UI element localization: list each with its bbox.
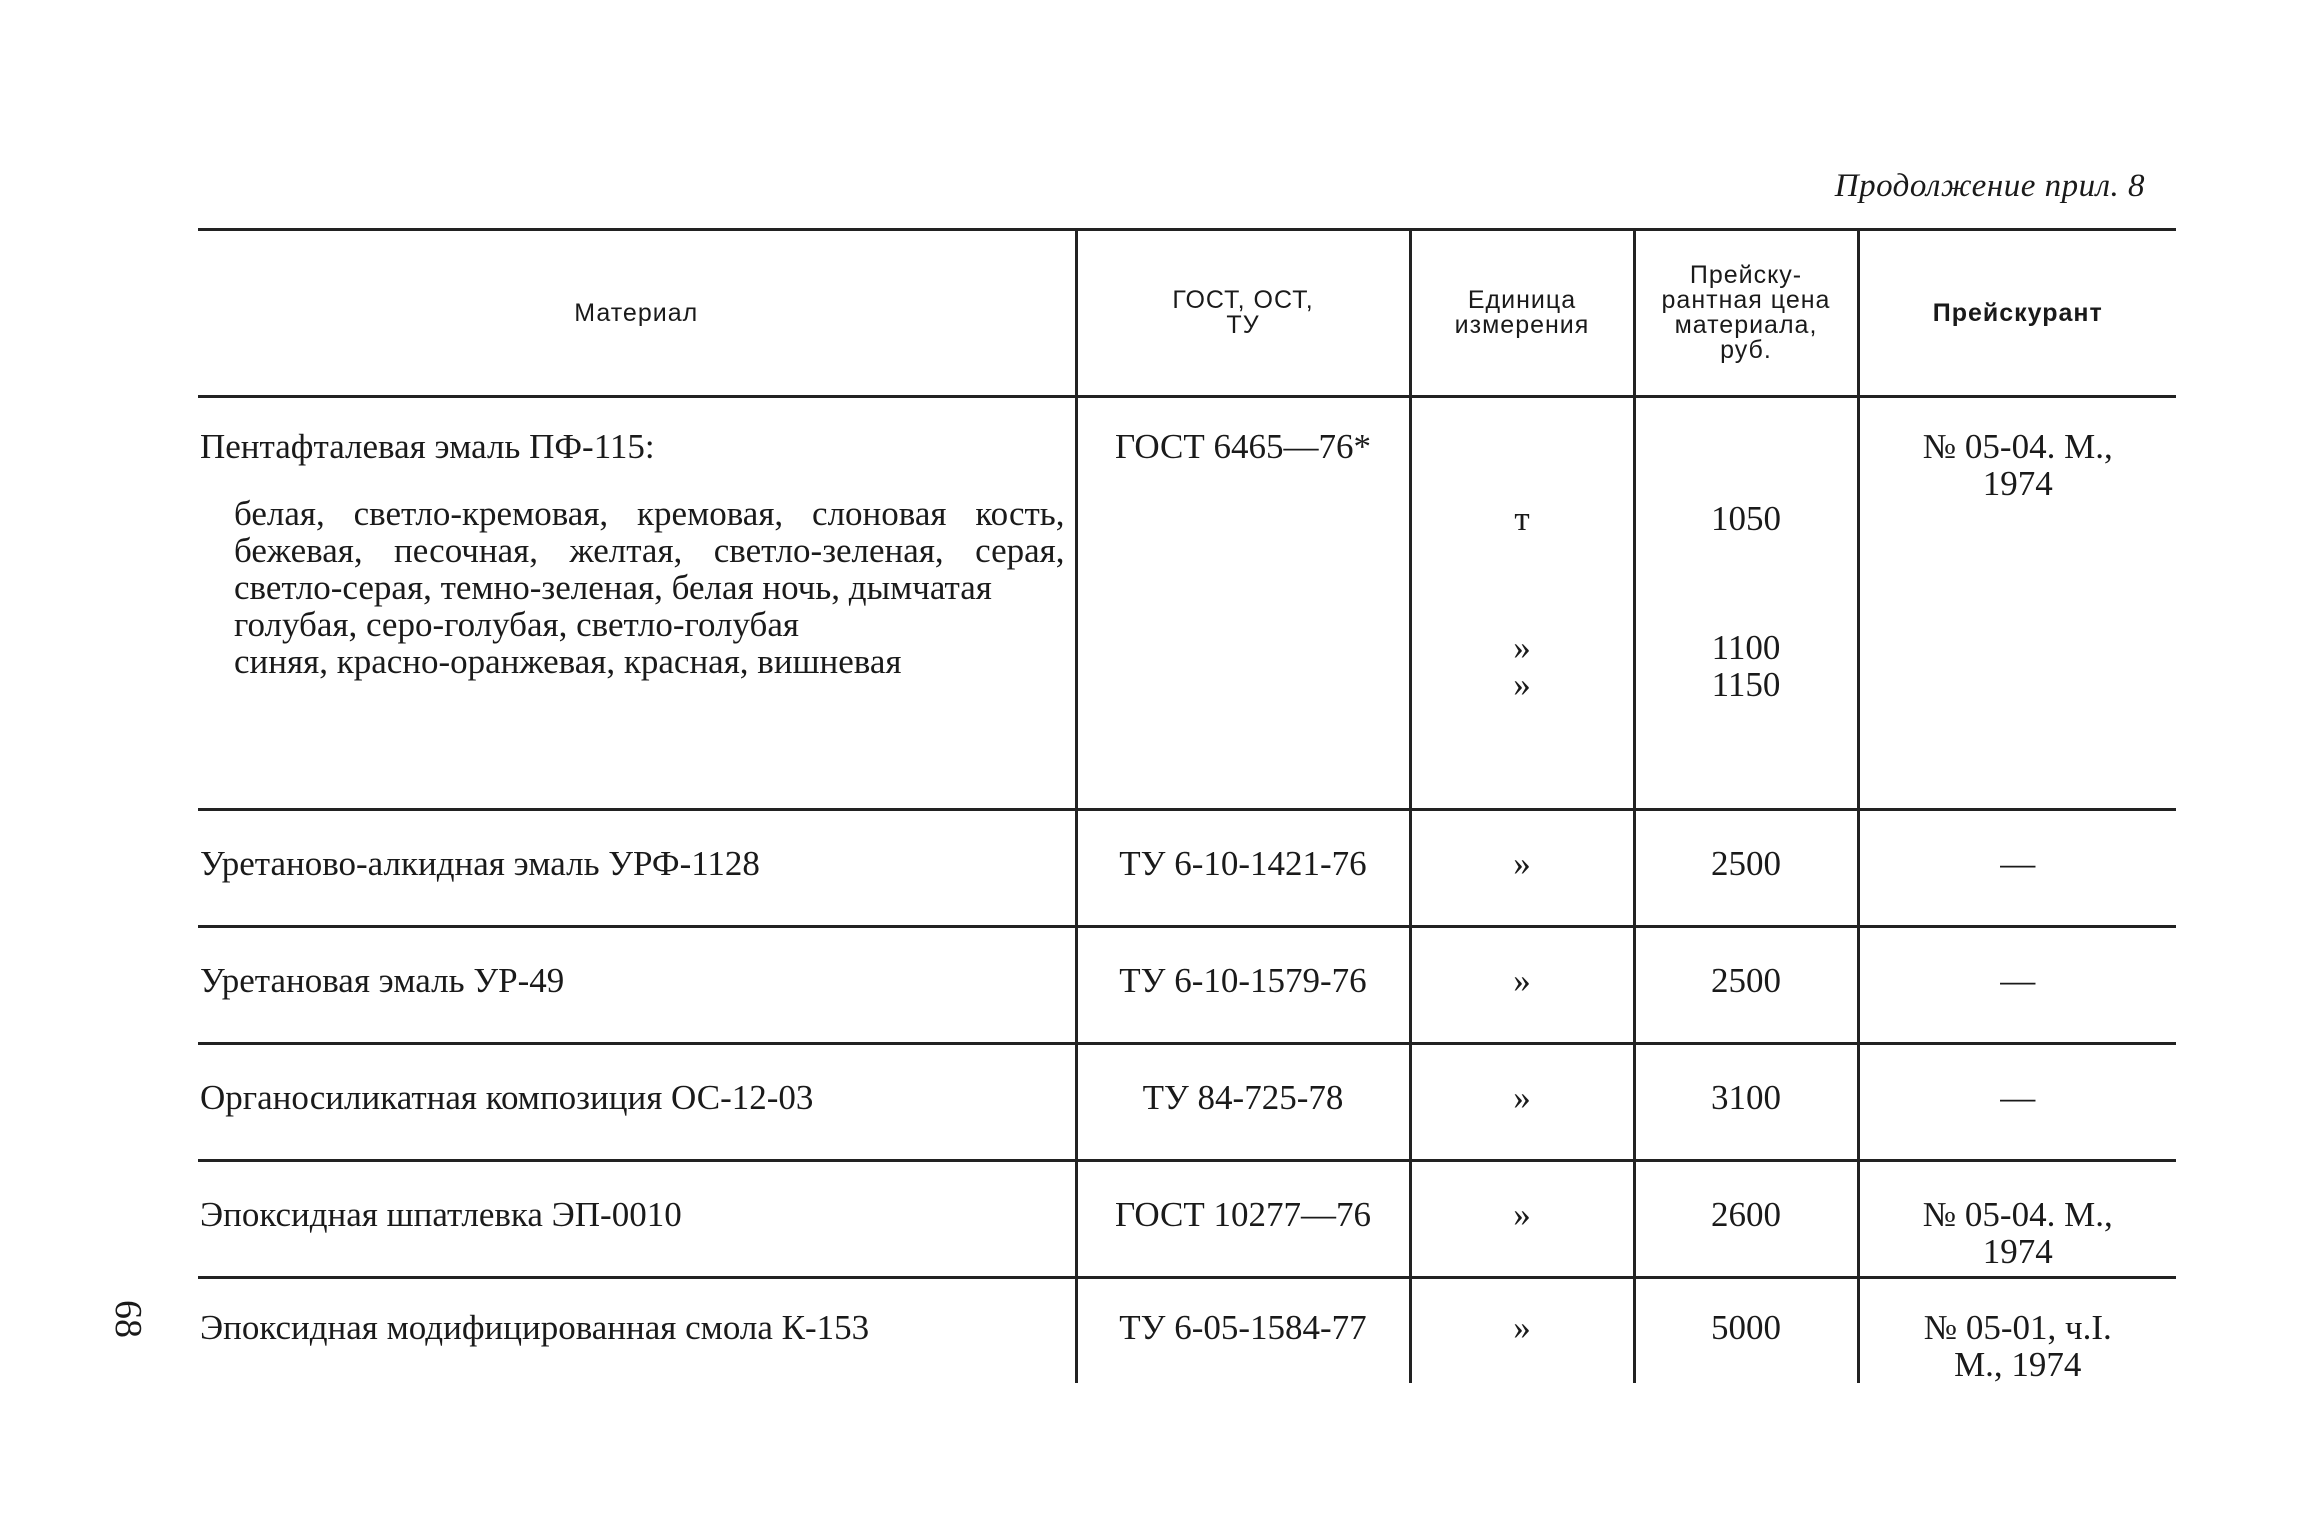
price-values (1636, 398, 1857, 703)
materials-table-wrapper (198, 228, 2176, 1383)
subitem-text: синяя, красно-оранжевая, красная, вишневая (234, 642, 902, 681)
material-cell (198, 810, 1076, 927)
table-row (198, 810, 2176, 927)
material-cell (198, 1044, 1076, 1161)
unit-cell (1410, 397, 1634, 810)
pricelist-cell (1858, 1278, 2176, 1384)
material-cell (198, 927, 1076, 1044)
price-cell (1634, 1044, 1858, 1161)
unit-value: » (1513, 961, 1531, 1000)
price-value: 1050 (1711, 499, 1781, 538)
price-value: 1150 (1711, 665, 1781, 704)
header-price: Прейску- рантная цена материала, руб. (1634, 230, 1858, 397)
unit-value: » (1513, 844, 1531, 883)
price-value: 1100 (1711, 628, 1781, 667)
pricelist-line: № 05-01, ч.I. (1923, 1308, 2112, 1347)
material-cell (198, 1278, 1076, 1384)
gost-value: ТУ 6-10-1579-76 (1119, 961, 1367, 1000)
price-spacer (1636, 537, 1857, 574)
subitem-text: белая, светло-кремовая, кремовая, слоновая кость, бежевая, песочная, желтая, светло-зеленая, серая, светло-серая, темно-зеленая, белая ночь, дымчатая (234, 494, 1065, 607)
price-value: 3100 (1711, 1078, 1781, 1117)
table-header-row (198, 230, 2176, 397)
gost-value: ГОСТ 10277—76 (1114, 1195, 1372, 1234)
unit-cell (1410, 1161, 1634, 1278)
price-spacer (1636, 611, 1857, 629)
material-title: Эпоксидная шпатлевка ЭП-0010 (200, 1195, 682, 1234)
header-pricelist: Прейскурант (1858, 230, 2176, 397)
gost-value: ТУ 84-725-78 (1142, 1078, 1344, 1117)
table-row (198, 1161, 2176, 1278)
pricelist-block (1860, 1279, 2177, 1383)
unit-value: » (1513, 628, 1531, 667)
pricelist-cell (1858, 927, 2176, 1044)
table-row (198, 1044, 2176, 1161)
pricelist-line: 1974 (1982, 1232, 2053, 1271)
unit-spacer (1412, 537, 1633, 574)
price-cell (1634, 1161, 1858, 1278)
header-material: Материал (574, 298, 699, 327)
unit-value: » (1513, 665, 1531, 704)
header-unit: Единица измерения (1410, 230, 1634, 397)
gost-cell (1076, 397, 1410, 810)
unit-spacer (1412, 611, 1633, 629)
pricelist-cell (1858, 397, 2176, 810)
price-cell (1634, 927, 1858, 1044)
pricelist-line: 1974 (1982, 464, 2053, 503)
material-title: Эпоксидная модифицированная смола К-153 (200, 1308, 870, 1347)
material-title: Пентафталевая эмаль ПФ-115: (200, 427, 655, 466)
pricelist-value: — (2000, 1078, 2036, 1117)
subitem-text: голубая, серо-голубая, светло-голубая (234, 605, 799, 644)
unit-spacer (1412, 574, 1633, 611)
continuation-caption: Продолжение прил. 8 (1834, 168, 2145, 204)
price-cell (1634, 397, 1858, 810)
pricelist-block (1860, 1162, 2177, 1270)
price-value: 2500 (1711, 844, 1781, 883)
material-title: Уретановая эмаль УР-49 (200, 961, 565, 1000)
pricelist-line: № 05-04. М., (1922, 1195, 2113, 1234)
gost-value: ГОСТ 6465—76* (1114, 427, 1372, 466)
pricelist-line: № 05-04. М., (1922, 427, 2113, 466)
unit-cell (1410, 927, 1634, 1044)
price-cell (1634, 810, 1858, 927)
gost-cell (1076, 1161, 1410, 1278)
page-number: 68 (107, 1300, 149, 1338)
table-row (198, 1278, 2176, 1384)
material-subitems (200, 495, 1075, 680)
gost-cell (1076, 927, 1410, 1044)
unit-cell (1410, 1044, 1634, 1161)
unit-value: » (1513, 1078, 1531, 1117)
price-value: 2500 (1711, 961, 1781, 1000)
material-cell (198, 397, 1076, 810)
pricelist-cell (1858, 810, 2176, 927)
price-spacer (1636, 574, 1857, 611)
pricelist-cell (1858, 1161, 2176, 1278)
gost-cell (1076, 1044, 1410, 1161)
material-title: Уретаново-алкидная эмаль УРФ-1128 (200, 844, 760, 883)
materials-table (198, 228, 2176, 1383)
pricelist-cell (1858, 1044, 2176, 1161)
unit-value: т (1514, 499, 1530, 538)
header-gost: ГОСТ, ОСТ, ТУ (1076, 230, 1410, 397)
material-title: Органосиликатная композиция ОС-12-03 (200, 1078, 814, 1117)
price-value: 2600 (1711, 1195, 1781, 1234)
gost-cell (1076, 810, 1410, 927)
pricelist-value: — (2000, 961, 2036, 1000)
pricelist-value: — (2000, 844, 2036, 883)
gost-cell (1076, 1278, 1410, 1384)
unit-value: » (1513, 1195, 1531, 1234)
unit-cell (1410, 810, 1634, 927)
table-row (198, 927, 2176, 1044)
pricelist-line: М., 1974 (1954, 1345, 2082, 1384)
material-cell (198, 1161, 1076, 1278)
price-cell (1634, 1278, 1858, 1384)
gost-value: ТУ 6-05-1584-77 (1119, 1308, 1367, 1347)
unit-value: » (1513, 1308, 1531, 1347)
gost-value: ТУ 6-10-1421-76 (1119, 844, 1367, 883)
unit-values (1412, 398, 1633, 703)
unit-cell (1410, 1278, 1634, 1384)
table-row (198, 397, 2176, 810)
price-value: 5000 (1711, 1308, 1781, 1347)
